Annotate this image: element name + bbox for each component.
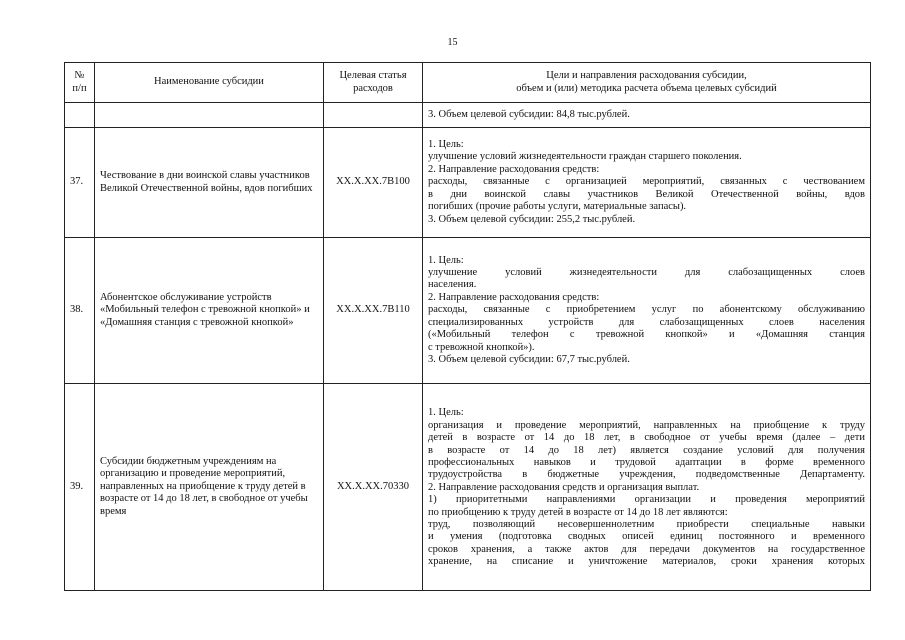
goal-line: расходы, связанные с приобретением услуг по абонентскому обслуживанию [428,304,865,316]
header-goals: Цели и направления расходования субсидии, объем и (или) методика расчета объема целевых субсидий [423,63,871,103]
goal-line: 1) приоритетными направлениями организации и проведения мероприятий [428,494,865,506]
table-row-continued [65,103,871,128]
goal-line: по приобщению к труду детей в возрасте от 14 до 18 лет являются: [428,506,728,518]
goal-line: («Мобильный телефон с тревожной кнопкой» и «Домашняя станция [428,329,865,341]
goal-line: и умения (подготовка сводных описей единиц постоянного и временного [428,531,865,543]
table-row [65,238,871,384]
goal-line: специализированных устройств для слабозащищенных слоев населения [428,316,865,328]
goal-line: организация и проведение мероприятий, направленных на приобщение к труду [428,419,865,431]
row-number: 38. [65,238,95,384]
goal-line: 3. Объем целевой субсидии: 67,7 тыс.рублей. [428,353,630,365]
goal-line: 2. Направление расходования средств: [428,163,600,175]
header-num: № п/п [65,63,95,103]
goal-line: населения. [428,279,477,291]
header-name: Наименование субсидии [95,63,324,103]
subsidy-table [64,62,871,591]
goal-line: 3. Объем целевой субсидии: 255,2 тыс.рублей. [428,213,636,225]
page-number: 15 [447,37,458,48]
goal-line: детей в возрасте от 14 до 18 лет, в свободное от учебы время (далее – дети [428,432,865,444]
row-number: 39. [65,384,95,591]
subsidy-name: Абонентское обслуживание устройств «Мобильный телефон с тревожной кнопкой» и «Домашняя станция с тревожной кнопкой» [95,238,324,384]
goal-line: 3. Объем целевой субсидии: 84,8 тыс.рублей. [428,108,630,120]
goal-line: 2. Направление расходования средств и организация выплат. [428,481,700,493]
goal-line: в дни воинской славы участников Великой Отечественной войны, вдов [428,188,865,200]
goal-line: профессиональных навыков и трудовой адаптации в форме временного [428,456,865,468]
goal-cell [423,128,871,238]
goal-line: в возрасте от 14 до 18 лет) является создание условий для получения [428,444,865,456]
goal-line: с тревожной кнопкой»). [428,341,535,353]
goal-line: 1. Цель: [428,139,464,151]
goal-line: расходы, связанные с организацией мероприятий, связанных с чествованием [428,176,865,188]
budget-code: ХХ.Х.ХХ.7В110 [324,238,423,384]
goal-line: 2. Направление расходования средств: [428,291,600,303]
goal-cell [423,384,871,591]
goal-line: 1. Цель: [428,254,464,266]
row-number: 37. [65,128,95,238]
table-row [65,384,871,591]
goal-line: улучшение условий жизнедеятельности граждан старшего поколения. [428,151,742,163]
budget-code: ХХ.Х.ХХ.70330 [324,384,423,591]
goal-cell [423,238,871,384]
goal-cell [423,103,871,128]
table-header-row [65,63,871,103]
goal-line: улучшение условий жизнедеятельности для слабозащищенных слоев [428,267,865,279]
goal-line: погибших (прочие работы услуги, материальные запасы). [428,201,687,213]
header-code: Целевая статья расходов [324,63,423,103]
goal-line: 1. Цель: [428,407,464,419]
table-row [65,128,871,238]
goal-line: хранение, на списание и уничтожение материалов, сроки хранения которых [428,556,865,568]
goal-line: трудоустройства в бюджетные учреждения, подведомственные Департаменту. [428,469,865,481]
subsidy-name: Субсидии бюджетным учреждениям на организацию и проведение мероприятий, направленных на приобщение к труду детей в возрасте от 14 до 18 лет, в свободное от учебы время [95,384,324,591]
subsidy-name: Чествование в дни воинской славы участников Великой Отечественной войны, вдов погибших [95,128,324,238]
budget-code: ХХ.Х.ХХ.7В100 [324,128,423,238]
goal-line: труд, позволяющий несовершеннолетним приобрести специальные навыки [428,519,865,531]
goal-line: сроков хранения, а также актов для передачи документов на государственное [428,543,865,555]
